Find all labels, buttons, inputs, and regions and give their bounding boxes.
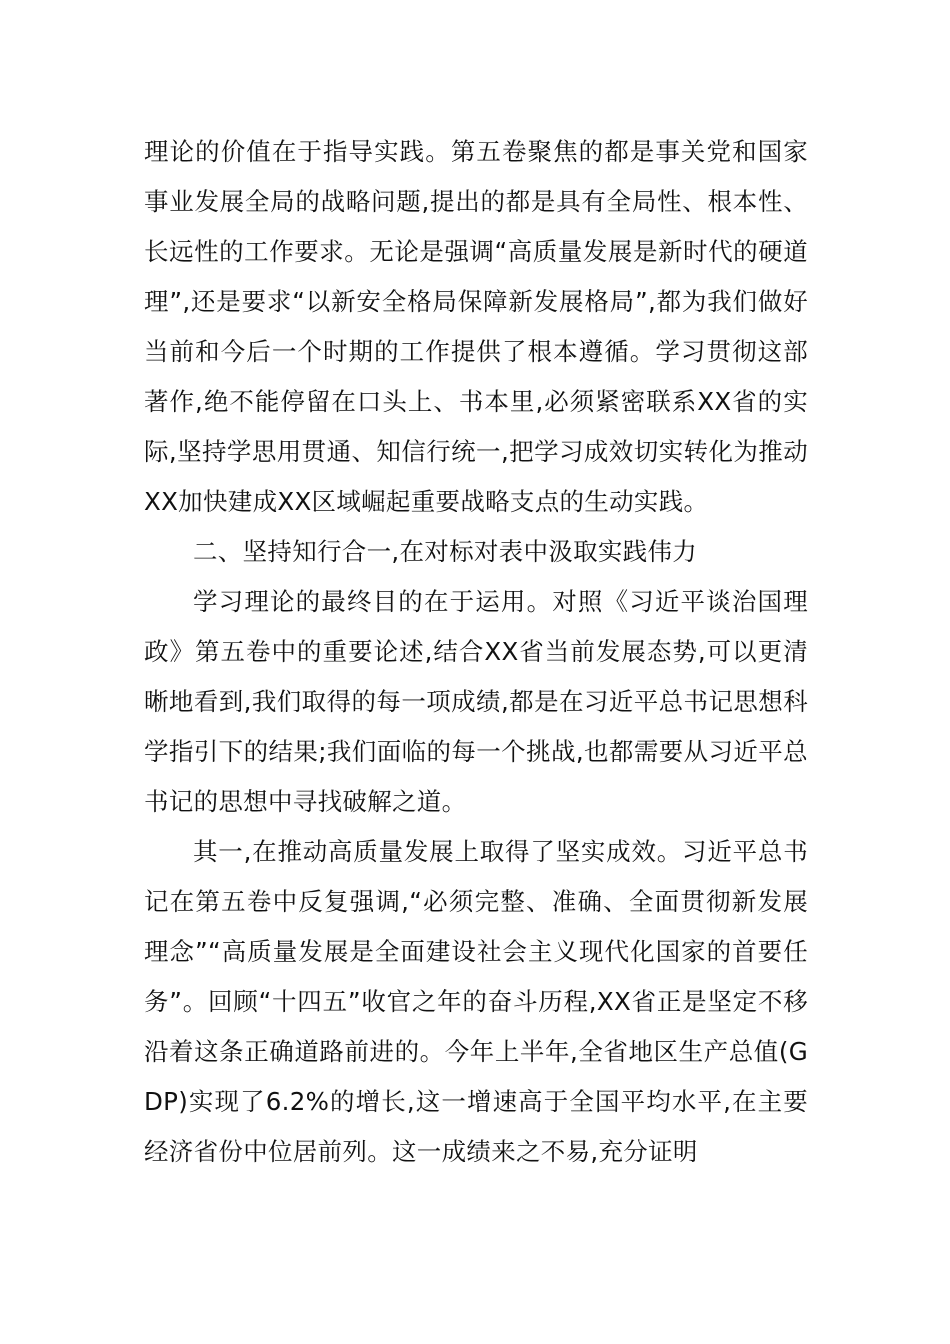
section-heading-2: 二、坚持知行合一,在对标对表中汲取实践伟力: [193, 537, 698, 566]
body-paragraph-1: 理论的价值在于指导实践。第五卷聚焦的都是事关党和国家事业发展全局的战略问题,提出的都是具有全局性、根本性、长远性的工作要求。无论是强调“高质量发展是新时代的硬道理”,还是要求“以新安全格局保障新发展格局”,都为我们做好当前和今后一个时期的工作提供了根本遵循。学习贯彻这部著作,绝不能停留在口头上、书本里,必须紧密联系XX省的实际,坚持学思用贯通、知信行统一,把学习成效切实转化为推动XX加快建成XX区域崛起重要战略支点的生动实践。: [144, 137, 808, 516]
body-paragraph-3: 其一,在推动高质量发展上取得了坚实成效。习近平总书记在第五卷中反复强调,“必须完整、准确、全面贯彻新发展理念”“高质量发展是全面建设社会主义现代化国家的首要任务”。回顾“十四五”收官之年的奋斗历程,XX省正是坚定不移沿着这条正确道路前进的。今年上半年,全省地区生产总值(GDP)实现了6.2%的增长,这一增速高于全国平均水平,在主要经济省份中位居前列。这一成绩来之不易,充分证明: [144, 837, 808, 1166]
document-page: [144, 127, 808, 1177]
body-paragraph-2: 学习理论的最终目的在于运用。对照《习近平谈治国理政》第五卷中的重要论述,结合XX省当前发展态势,可以更清晰地看到,我们取得的每一项成绩,都是在习近平总书记思想科学指引下的结果;我们面临的每一个挑战,也都需要从习近平总书记的思想中寻找破解之道。: [144, 587, 808, 816]
